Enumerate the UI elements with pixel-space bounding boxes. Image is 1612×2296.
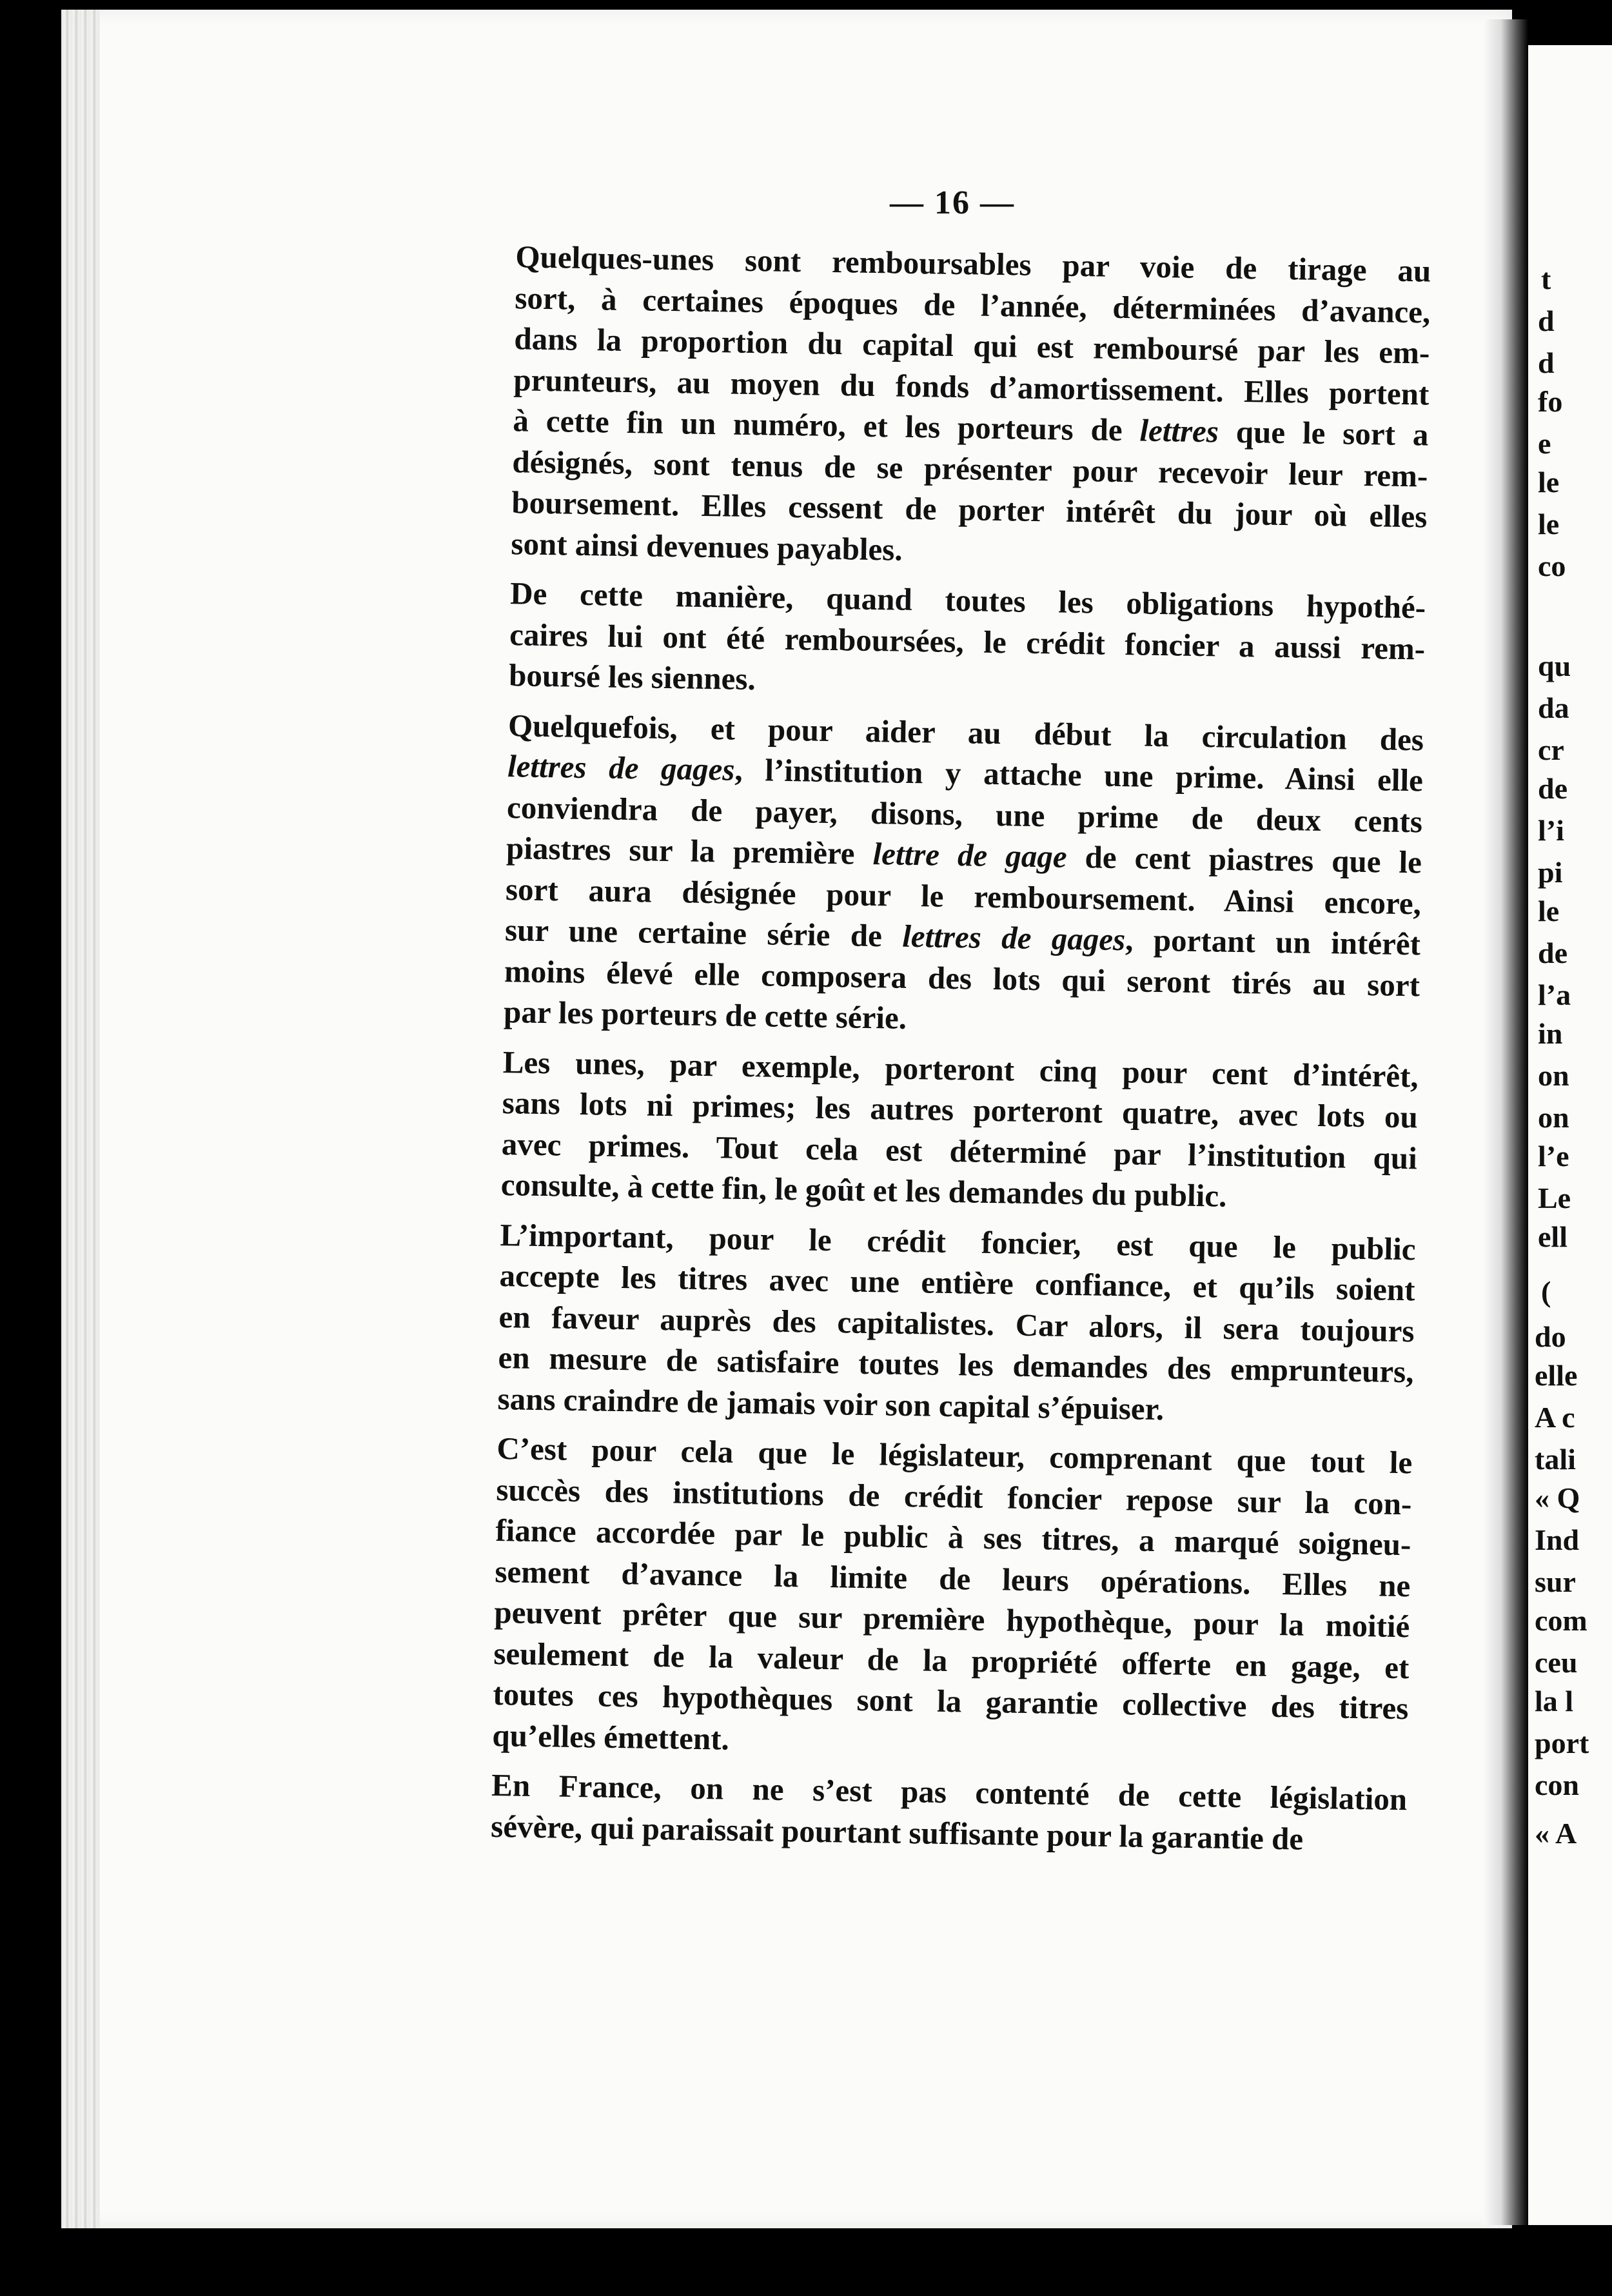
paragraph — [440, 1427, 1413, 1770]
adjacent-page-text-fragment: de — [1538, 772, 1568, 805]
adjacent-page-text-fragment: fo — [1538, 385, 1563, 418]
adjacent-page-text-fragment: ( — [1541, 1275, 1551, 1308]
text-line: sans craindre de jamais voir son capital s’épuiser. — [497, 1380, 1165, 1427]
adjacent-page-text-fragment: de — [1538, 936, 1568, 969]
paragraph — [457, 572, 1426, 710]
text-line: peuvent prêter que sur première hypothèque, pour la moitié — [494, 1594, 1410, 1645]
text-line: en faveur auprès des capitalistes. Car alors, il sera toujours — [498, 1298, 1415, 1349]
adjacent-page-text-fragment: pi — [1538, 856, 1563, 889]
paragraph — [452, 704, 1424, 1046]
scanner-background-bottom — [0, 2228, 1612, 2296]
text-line: par les porteurs de cette série. — [503, 994, 907, 1036]
text-line: boursé les siennes. — [508, 657, 756, 697]
adjacent-page-text-fragment: e — [1538, 427, 1551, 460]
adjacent-page-text-fragment: com — [1535, 1604, 1587, 1637]
italic-term: lettres de gages — [901, 918, 1126, 958]
text-line: Les unes, par exemple, porteront cinq pour cent d’intérêt, — [502, 1044, 1419, 1094]
adjacent-page-text-fragment: on — [1538, 1101, 1569, 1134]
paragraph — [439, 1764, 1408, 1861]
text-line: moins élevé elle composera des lots qui seront tirés au sort — [504, 953, 1420, 1003]
text-line: piastres sur la première lettre de gage de cent piastres que le — [506, 830, 1422, 880]
adjacent-page-text-fragment: le — [1538, 508, 1560, 540]
text-line: Quelques-unes sont remboursables par voie de tirage au — [515, 239, 1431, 289]
adjacent-page-text-fragment: cr — [1538, 733, 1564, 766]
page-number: — 16 — — [890, 184, 1015, 221]
adjacent-page-text-fragment: con — [1535, 1768, 1579, 1801]
adjacent-page-text-fragment: on — [1538, 1059, 1569, 1092]
body-text — [439, 235, 1431, 1870]
text-line: toutes ces hypothèques sont la garantie collective des titres — [493, 1676, 1409, 1727]
text-line: qu’elles émettent. — [492, 1717, 730, 1757]
text-line: dans la proportion du capital qui est remboursé par les em- — [514, 321, 1430, 371]
text-line: De cette manière, quand toutes les obligations hypothé- — [509, 575, 1426, 626]
adjacent-page-text-fragment: le — [1538, 466, 1560, 499]
adjacent-page-text-fragment: Ind — [1535, 1523, 1580, 1556]
text-line: sort aura désignée pour le remboursement. Ainsi encore, — [505, 871, 1422, 921]
text-line: lettres de gages, l’institution y attache une prime. Ainsi elle — [507, 748, 1424, 798]
text-line: sort, à certaines époques de l’année, déterminées d’avance, — [515, 279, 1431, 330]
adjacent-page-text-fragment: da — [1538, 691, 1569, 724]
text-line: à cette fin un numéro, et les porteurs de lettres que le sort a — [513, 402, 1429, 453]
adjacent-page-text-fragment: ceu — [1535, 1646, 1578, 1679]
italic-term: lettres de gages — [507, 748, 735, 787]
adjacent-page-text-fragment: co — [1538, 549, 1566, 582]
page-edge-stack — [61, 10, 100, 2228]
adjacent-page-text-fragment: le — [1538, 895, 1560, 927]
adjacent-page-text-fragment: l’a — [1538, 978, 1571, 1011]
italic-term: lettre de gage — [872, 836, 1068, 875]
text-line: prunteurs, au moyen du fonds d’amortissement. Elles portent — [513, 361, 1430, 412]
text-line: sans lots ni primes; les autres porteront quatre, avec lots ou — [502, 1085, 1419, 1135]
adjacent-page-text-fragment: d — [1538, 346, 1555, 379]
text-line: sont ainsi devenues payables. — [511, 525, 903, 568]
adjacent-page-text-fragment: A c — [1535, 1401, 1575, 1434]
adjacent-page-text-fragment: qu — [1538, 649, 1571, 682]
text-line: avec primes. Tout cela est déterminé par l’institution qui — [501, 1125, 1418, 1176]
book-page-right — [1528, 45, 1612, 2225]
adjacent-page-text-fragment: tali — [1535, 1443, 1576, 1476]
text-line: en mesure de satisfaire toutes les demandes des emprunteurs, — [498, 1340, 1414, 1390]
text-line: conviendra de payer, disons, une prime de deux cents — [506, 789, 1423, 839]
adjacent-page-text-fragment: t — [1541, 262, 1551, 295]
text-line: accepte les titres avec une entière confiance, et qu’ils soient — [499, 1258, 1415, 1308]
adjacent-page-text-fragment: d — [1538, 304, 1555, 337]
adjacent-page-text-fragment: in — [1538, 1017, 1563, 1050]
text-line: C’est pour cela que le législateur, comprenant que tout le — [496, 1430, 1413, 1481]
paragraph — [446, 1213, 1416, 1433]
text-line: caires lui ont été remboursées, le crédit foncier a aussi rem- — [509, 616, 1426, 666]
adjacent-page-text-fragment: l’e — [1538, 1140, 1569, 1173]
paragraph — [449, 1040, 1419, 1220]
text-line: succès des institutions de crédit foncier repose sur la con- — [496, 1471, 1412, 1521]
paragraph — [459, 235, 1431, 578]
adjacent-page-text-fragment: do — [1535, 1320, 1566, 1353]
text-line: seulement de la valeur de la propriété offerte en gage, et — [493, 1635, 1410, 1685]
italic-term: lettres — [1139, 412, 1219, 450]
text-line: Quelquefois, et pour aider au début la circulation des — [507, 707, 1424, 757]
adjacent-page-text-fragment: « Q — [1535, 1481, 1580, 1514]
book-gutter — [1483, 19, 1528, 2225]
text-line: désignés, sont tenus de se présenter pour recevoir leur rem- — [512, 443, 1428, 494]
adjacent-page-text-fragment: ell — [1538, 1220, 1568, 1253]
adjacent-page-text-fragment: la l — [1535, 1685, 1574, 1717]
adjacent-page-text-fragment: Le — [1538, 1182, 1571, 1214]
text-line: consulte, à cette fin, le goût et les demandes du public. — [500, 1167, 1227, 1214]
text-line: sement d’avance la limite de leurs opérations. Elles ne — [495, 1553, 1411, 1603]
adjacent-page-text-fragment: sur — [1535, 1565, 1576, 1598]
text-line: L’important, pour le crédit foncier, est que le public — [500, 1216, 1416, 1267]
text-line: sévère, qui paraissait pourtant suffisante pour la garantie de — [490, 1808, 1304, 1857]
text-line: fiance accordée par le public à ses titres, a marqué soigneu- — [495, 1512, 1411, 1563]
adjacent-page-text-fragment: elle — [1535, 1359, 1578, 1392]
adjacent-page-text-fragment: port — [1535, 1727, 1589, 1759]
adjacent-page-text-fragment: « A — [1535, 1817, 1577, 1850]
adjacent-page-text-fragment: l’i — [1538, 814, 1564, 847]
text-line: sur une certaine série de lettres de gages, portant un intérêt — [504, 912, 1421, 962]
text-line: En France, on ne s’est pas contenté de cette législation — [491, 1767, 1408, 1817]
text-line: boursement. Elles cessent de porter intérêt du jour où elles — [511, 484, 1428, 535]
